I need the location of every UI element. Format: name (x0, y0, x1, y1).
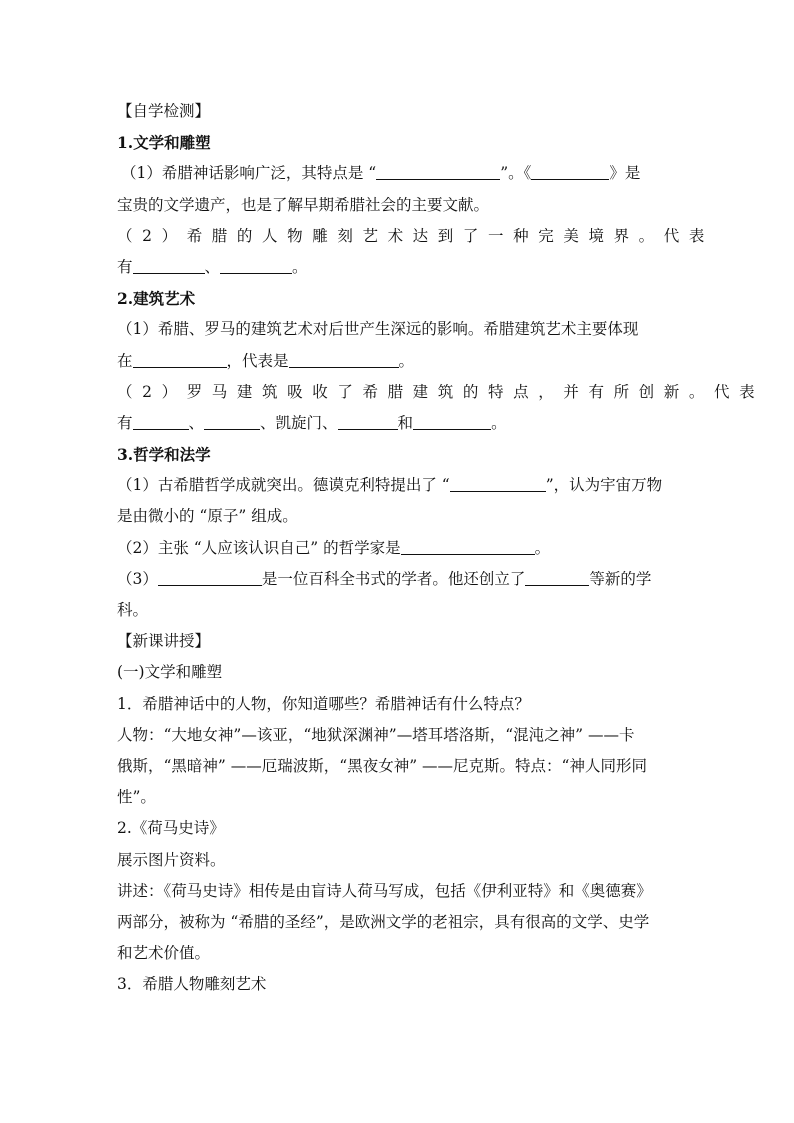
s2-q2-text-c: 、凯旋门、 (260, 413, 338, 432)
s1-q2-blank-1[interactable] (133, 255, 205, 274)
s3-q1-blank[interactable] (450, 473, 546, 492)
s3-q1-line1 (117, 470, 677, 501)
s1-q1-text-c: 》是 (609, 164, 641, 183)
lesson-item-2-text-1: 讲述：《荷马史诗》相传是由盲诗人荷马写成，包括《伊利亚特》和《奥德赛》 (117, 881, 652, 900)
s2-q1-blank-1[interactable] (133, 349, 227, 368)
s2-q2-end: 。 (491, 413, 507, 432)
s2-q1-text-c: ，代表是 (226, 351, 289, 370)
s2-q2-text-b: 有 (117, 413, 133, 432)
s2-q1-line1: （1）希腊、罗马的建筑艺术对后世产生深远的影响。希腊建筑艺术主要体现 (117, 320, 639, 339)
s2-q2-blank-1[interactable] (133, 411, 189, 430)
s1-q1-blank-book[interactable] (531, 161, 609, 180)
s1-q2-line1: （2）希腊的人物雕刻艺术达到了一种完美境界。代表 (117, 226, 715, 245)
document-page (117, 96, 765, 1000)
new-lesson-heading: 【新课讲授】 (117, 632, 211, 651)
s3-q3-text-c: 等新的学 (589, 569, 652, 588)
lesson-item-2-show: 展示图片资料。 (117, 850, 226, 869)
s1-q2-sep: 、 (204, 257, 221, 276)
s3-q2-end: 。 (534, 538, 551, 557)
s3-q3-text-a: （3） (117, 569, 158, 588)
s2-q2-blank-4[interactable] (413, 411, 491, 430)
s3-q1-text-a: （1）古希腊哲学成就突出。德谟克利特提出了 “ (117, 476, 450, 495)
s3-q3-line1 (117, 564, 677, 595)
s3-q3-text-b: 是一位百科全书式的学者。他还创立了 (261, 569, 526, 588)
s2-q1-end: 。 (398, 351, 415, 370)
s2-q2-line2 (117, 408, 677, 439)
s3-q3-blank-2[interactable] (525, 567, 589, 586)
s2-q1-text-b: 在 (117, 351, 133, 370)
s2-q2-blank-3[interactable] (338, 411, 398, 430)
s3-q1-text-b: ”，认为宇宙万物 (545, 476, 663, 495)
self-check-heading: 【自学检测】 (117, 102, 211, 120)
lesson-item-2-text-2: 两部分，被称为 “希腊的圣经”，是欧洲文学的老祖宗，具有很高的文学、史学 (117, 912, 650, 931)
s1-q1-blank-trait[interactable] (376, 161, 500, 180)
s3-q2-blank[interactable] (401, 536, 535, 555)
s3-q2-line (117, 533, 677, 564)
s2-q1-line2 (117, 346, 677, 377)
lesson-item-2-title: 2.《荷马史诗》 (117, 819, 225, 838)
s1-q1-line1 (117, 158, 677, 189)
lesson-item-1-answer-1: 人物：“大地女神”—该亚，“地狱深渊神”—塔耳塔洛斯，“混沌之神” ——卡 (117, 725, 635, 744)
s3-q2-text-a: （2）主张 “人应该认识自己” 的哲学家是 (117, 538, 401, 557)
section-2-title: 2.建筑艺术 (117, 289, 196, 309)
s1-q2-text-b: 有 (117, 257, 133, 276)
s3-q1-line2: 是由微小的 “原子” 组成。 (117, 507, 298, 526)
lesson-item-1-answer-2: 俄斯，“黑暗神” ——厄瑞波斯，“黑夜女神” ——尼克斯。特点：“神人同形同 (117, 756, 647, 775)
lesson-item-2-text-3: 和艺术价值。 (117, 944, 211, 963)
lesson-item-3-title: 3．希腊人物雕刻艺术 (117, 975, 267, 994)
s1-q1-text-b: ”。《 (500, 164, 532, 183)
section-3-title: 3.哲学和法学 (117, 445, 211, 465)
s3-q3-blank-1[interactable] (158, 567, 262, 586)
s1-q2-end: 。 (292, 257, 308, 276)
lesson-item-1-question: 1．希腊神话中的人物，你知道哪些？希腊神话有什么特点？ (117, 694, 530, 713)
lesson-sub-1: (一)文学和雕塑 (117, 663, 223, 682)
s2-q2-blank-2[interactable] (204, 411, 260, 430)
section-1-title: 1.文学和雕塑 (117, 133, 211, 153)
s1-q2-blank-2[interactable] (220, 255, 292, 274)
s2-q2-line1: （2）罗马建筑吸收了希腊建筑的特点，并有所创新。代表 (117, 382, 765, 401)
s1-q1-line2: 宝贵的文学遗产，也是了解早期希腊社会的主要文献。 (117, 195, 490, 214)
s2-q1-blank-2[interactable] (289, 349, 399, 368)
lesson-item-1-answer-3: 性”。 (117, 788, 156, 807)
s1-q1-text-a: （1）希腊神话影响广泛，其特点是 “ (121, 164, 377, 183)
s1-q2-line2 (117, 252, 677, 283)
s2-q2-and: 和 (397, 413, 414, 432)
s3-q3-line2: 科。 (117, 601, 149, 619)
s2-q2-sep: 、 (188, 413, 205, 432)
